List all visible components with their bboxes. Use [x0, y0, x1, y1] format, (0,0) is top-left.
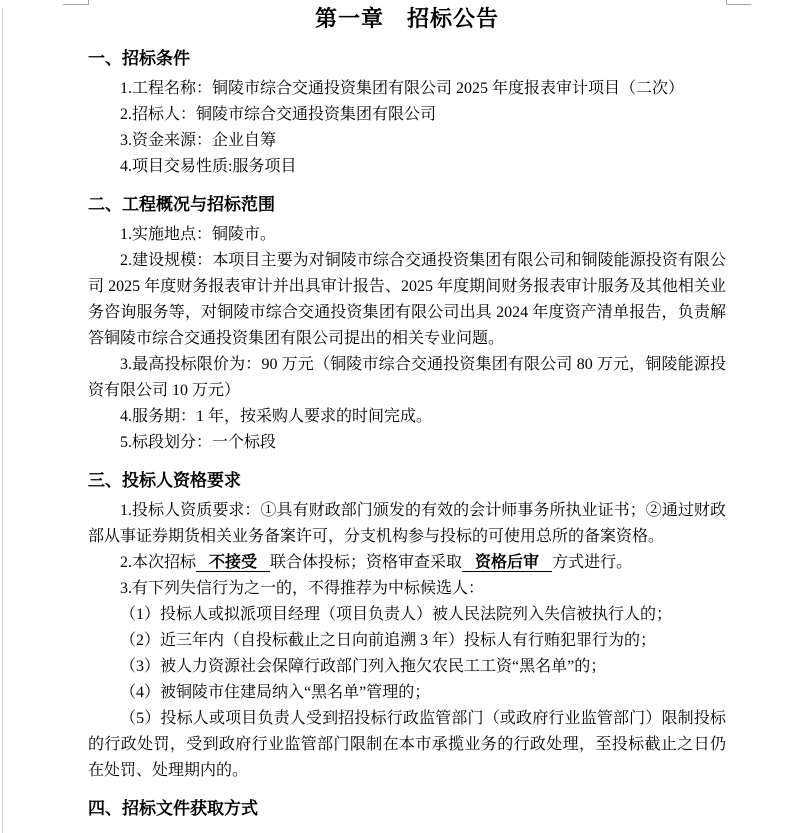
text-boundary-mark-top-left-horizontal [63, 4, 89, 5]
para-bad-credit-item-4: （4）被铜陵市住建局纳入“黑名单”管理的； [120, 684, 431, 701]
para-project-name: 1.工程名称：铜陵市综合交通投资集团有限公司 2025 年度报表审计项目（二次） [120, 80, 685, 97]
chapter-title: 第一章 招标公告 [314, 6, 499, 31]
para-bad-credit-item-5: （5）投标人或项目负责人受到招投标行政监管部门（或政府行业监管部门）限制投标的行政处罚，受到政府行业监管部门限制在本市承揽业务的行政处理，至投标截止之日仍在处罚、处理期内的。 [88, 710, 726, 779]
para-qualification-requirements: 1.投标人资质要求：①具有财政部门颁发的有效的会计师事务所执业证书；②通过财政部从事证券期货相关业务备案许可，分支机构参与投标的可使用总所的备案资格。 [88, 502, 726, 545]
para-tenderee: 2.招标人：铜陵市综合交通投资集团有限公司 [120, 106, 437, 123]
emphasized-text-post-qualification: 资格后审 [462, 554, 552, 572]
para-service-period: 4.服务期：1 年，按采购人要求的时间完成。 [120, 408, 433, 425]
section-heading-document-acquisition: 四、招标文件获取方式 [88, 799, 258, 818]
text-segment: 方式进行。 [552, 554, 633, 571]
section-heading-project-overview: 二、工程概况与招标范围 [88, 195, 275, 214]
document-content [88, 4, 726, 826]
para-bad-credit-intro: 3.有下列失信行为之一的，不得推荐为中标候选人： [120, 580, 485, 597]
para-transaction-nature: 4.项目交易性质:服务项目 [120, 158, 297, 175]
emphasized-text-not-accepted: 不接受 [196, 554, 270, 572]
section-heading-tender-conditions: 一、招标条件 [88, 49, 190, 68]
text-segment: 2.本次招标 [120, 554, 197, 571]
para-joint-bid-rule [88, 550, 726, 576]
text-segment: 联合体投标；资格审查采取 [270, 554, 463, 571]
para-implementation-location: 1.实施地点：铜陵市。 [120, 226, 277, 243]
para-lot-division: 5.标段划分：一个标段 [120, 434, 277, 451]
para-bad-credit-item-2: （2）近三年内（自投标截止之日向前追溯 3 年）投标人有行贿犯罪行为的； [120, 632, 657, 649]
page-left-edge-line [2, 8, 3, 833]
para-construction-scale: 2.建设规模：本项目主要为对铜陵市综合交通投资集团有限公司和铜陵能源投资有限公司 2025 年度财务报表审计并出具审计报告、2025 年度期间财务报表审计服务及其他相关业务咨询服务等，对铜陵市综合交通投资集团有限公司出具 2024 年度资产清单报告，负责解答铜陵市综合交通投资集团有限公司提出的相关专业问题。 [88, 252, 726, 347]
section-heading-bidder-qualifications: 三、投标人资格要求 [88, 471, 241, 490]
para-bad-credit-item-1: （1）投标人或拟派项目经理（项目负责人）被人民法院列入失信被执行人的； [120, 606, 673, 623]
text-boundary-mark-top-right-horizontal [726, 4, 751, 5]
para-funding-source: 3.资金来源：企业自筹 [120, 132, 277, 149]
para-bad-credit-item-3: （3）被人力资源社会保障行政部门列入拖欠农民工工资“黑名单”的； [120, 658, 607, 675]
para-max-bid-price: 3.最高投标限价为：90 万元（铜陵市综合交通投资集团有限公司 80 万元，铜陵能源投资有限公司 10 万元） [88, 356, 726, 399]
